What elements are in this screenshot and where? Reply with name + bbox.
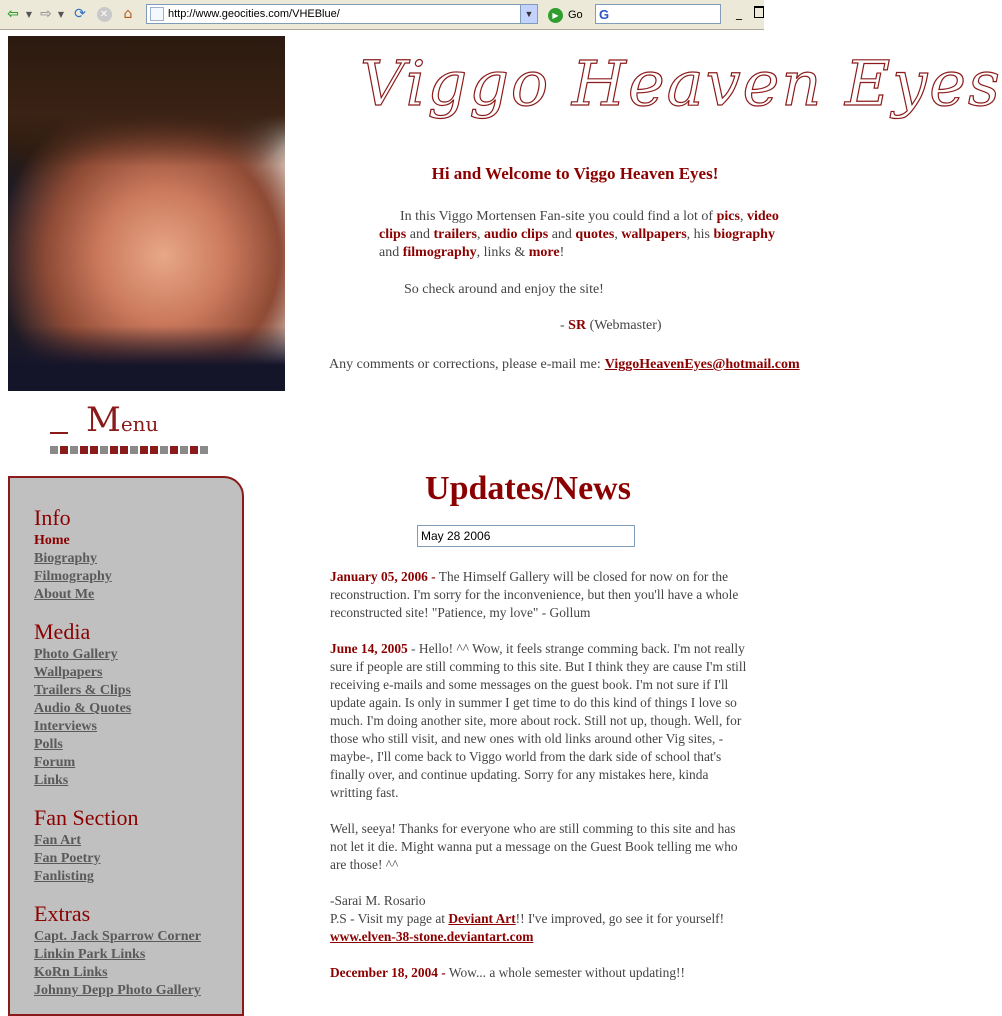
news-date: December 18, 2004 - bbox=[330, 965, 446, 980]
menu-logo bbox=[50, 400, 210, 458]
news-date: June 14, 2005 bbox=[330, 641, 408, 656]
intro-text: and bbox=[379, 245, 403, 260]
comments-line bbox=[329, 357, 800, 373]
video-clips-link[interactable]: video clips bbox=[379, 209, 779, 242]
welcome-heading: Hi and Welcome to Viggo Heaven Eyes! bbox=[431, 164, 719, 183]
news-entry: Well, seeya! Thanks for everyone who are still comming to this site and has not let it die. Might wanna put a message on the Guest Book telling me who are those! ^^ bbox=[330, 821, 738, 872]
update-date-field[interactable] bbox=[417, 525, 635, 547]
address-url[interactable]: http://www.geocities.com/VHEBlue/ bbox=[168, 8, 340, 20]
deviantart-url-link[interactable]: www.elven-38-stone.deviantart.com bbox=[330, 929, 534, 944]
menu-section-media bbox=[34, 618, 242, 790]
biography-link[interactable]: biography bbox=[713, 227, 775, 242]
news-entry bbox=[330, 964, 750, 982]
filmography-link[interactable]: filmography bbox=[402, 245, 477, 260]
menu-section-extras bbox=[34, 900, 242, 1000]
intro-text: , his bbox=[686, 227, 714, 242]
address-bar[interactable] bbox=[146, 4, 538, 24]
news-date: January 05, 2006 - bbox=[330, 569, 436, 584]
refresh-icon[interactable]: ⟳ bbox=[74, 6, 86, 22]
menu-logo-big: M bbox=[86, 400, 121, 440]
deviant-art-link[interactable]: Deviant Art bbox=[448, 911, 516, 926]
portrait-shirt bbox=[8, 326, 285, 391]
signature-role: (Webmaster) bbox=[586, 318, 662, 333]
intro-text: , links & bbox=[476, 245, 529, 260]
menu-item-home[interactable]: Home bbox=[34, 533, 70, 548]
portrait-hair bbox=[8, 36, 285, 166]
go-button[interactable] bbox=[548, 6, 583, 24]
menu-logo-squares bbox=[50, 446, 208, 456]
news-text: Wow... a whole semester without updating!! bbox=[445, 965, 685, 980]
news-entry bbox=[330, 568, 750, 622]
menu-item-links[interactable]: Links bbox=[34, 773, 69, 788]
news-ps: P.S - Visit my page at bbox=[330, 911, 449, 926]
comments-text: Any comments or corrections, please e-mail me: bbox=[329, 357, 601, 372]
address-dropdown-icon[interactable]: ▼ bbox=[520, 5, 537, 23]
menu-item-trailers-clips[interactable]: Trailers & Clips bbox=[34, 683, 131, 698]
intro-text: In this Viggo Mortensen Fan-site you could find a lot of bbox=[400, 209, 717, 224]
menu-logo-text bbox=[86, 400, 158, 440]
home-icon[interactable]: ⌂ bbox=[123, 6, 133, 22]
forward-dropdown-icon[interactable]: ▼ bbox=[57, 9, 65, 19]
back-dropdown-icon[interactable]: ▼ bbox=[25, 9, 33, 19]
news-list bbox=[330, 568, 750, 1000]
menu-item-fanlisting[interactable]: Fanlisting bbox=[34, 869, 94, 884]
go-label: Go bbox=[568, 9, 583, 21]
menu-item-korn[interactable]: KoRn Links bbox=[34, 965, 108, 980]
site-title-logo: Viggo Heaven Eyes bbox=[360, 47, 1002, 120]
search-box[interactable] bbox=[595, 4, 721, 24]
audio-clips-link[interactable]: audio clips bbox=[483, 227, 549, 242]
menu-section-info bbox=[34, 504, 242, 604]
intro-text: and bbox=[406, 227, 434, 242]
stop-icon[interactable]: ✕ bbox=[94, 4, 114, 24]
check-around-text: So check around and enjoy the site! bbox=[404, 282, 604, 297]
news-text: - Hello! ^^ Wow, it feels strange comming back. I'm not really sure if people are still comming to this site. But I think they are cause I'm still receiving e-mails and some messages on the guest book. I'm not sure if I'll update again. Is only in summer I get time to do this kind of things I love so much. I'm doing another site, more about rock. Still not up, though. Well, for those who still visit, and new ones with old links around other Vig sites, -maybe-, I'll come back to Viggo world from the dark side of school that's finally over, and continue updating. Sorry for any mistakes here, kinda writting fast. bbox=[330, 641, 747, 800]
pics-link[interactable]: pics bbox=[716, 209, 740, 224]
maximize-icon[interactable] bbox=[754, 6, 764, 18]
news-entry bbox=[330, 892, 750, 946]
menu-item-about-me[interactable]: About Me bbox=[34, 587, 95, 602]
intro-text: and bbox=[548, 227, 576, 242]
menu-item-photo-gallery[interactable]: Photo Gallery bbox=[34, 647, 118, 662]
go-arrow-icon: ▶ bbox=[548, 8, 563, 23]
menu-item-fan-art[interactable]: Fan Art bbox=[34, 833, 82, 848]
quotes-link[interactable]: quotes bbox=[575, 227, 615, 242]
menu-item-biography[interactable]: Biography bbox=[34, 551, 98, 566]
menu-item-audio-quotes[interactable]: Audio & Quotes bbox=[34, 701, 132, 716]
webmaster-name-link[interactable]: SR bbox=[568, 318, 587, 333]
browser-toolbar bbox=[0, 0, 764, 30]
intro-paragraph bbox=[379, 208, 779, 262]
menu-logo-decoration bbox=[50, 432, 68, 442]
back-arrow-icon[interactable]: ⇦ bbox=[7, 6, 19, 22]
updates-heading: Updates/News bbox=[425, 470, 631, 507]
menu-section-title: Media bbox=[34, 619, 91, 644]
menu-item-fan-poetry[interactable]: Fan Poetry bbox=[34, 851, 101, 866]
menu-logo-small: enu bbox=[120, 412, 159, 436]
intro-text: , bbox=[739, 209, 747, 224]
news-text: The Himself Gallery will be closed for now on for the reconstruction. I'm sorry for the inconvenience, but then you'll have a whole reconstructed site! "Patience, my love" - Gollum bbox=[330, 569, 739, 620]
menu-item-interviews[interactable]: Interviews bbox=[34, 719, 97, 734]
news-ps-2: !! I've improved, go see it for yourself! bbox=[515, 911, 725, 926]
menu-item-polls[interactable]: Polls bbox=[34, 737, 63, 752]
trailers-link[interactable]: trailers bbox=[433, 227, 477, 242]
wallpapers-link[interactable]: wallpapers bbox=[621, 227, 687, 242]
menu-item-linkin-park[interactable]: Linkin Park Links bbox=[34, 947, 146, 962]
menu-item-wallpapers[interactable]: Wallpapers bbox=[34, 665, 103, 680]
more-link[interactable]: more bbox=[528, 245, 560, 260]
news-entry bbox=[330, 640, 750, 802]
menu-section-title: Fan Section bbox=[34, 805, 139, 830]
menu-item-filmography[interactable]: Filmography bbox=[34, 569, 112, 584]
menu-section-fan bbox=[34, 804, 242, 886]
google-search-icon: G bbox=[599, 6, 610, 22]
intro-text: , bbox=[614, 227, 622, 242]
minimize-icon[interactable]: _ bbox=[736, 6, 742, 20]
menu-item-forum[interactable]: Forum bbox=[34, 755, 76, 770]
sidebar-menu bbox=[8, 476, 244, 1016]
forward-arrow-icon[interactable]: ⇨ bbox=[40, 6, 52, 22]
menu-item-jack-sparrow[interactable]: Capt. Jack Sparrow Corner bbox=[34, 929, 201, 944]
intro-text: ! bbox=[559, 245, 565, 260]
intro-text: , bbox=[476, 227, 484, 242]
page-icon bbox=[150, 7, 164, 21]
menu-item-johnny-depp[interactable]: Johnny Depp Photo Gallery bbox=[34, 983, 201, 998]
webmaster-signature bbox=[560, 318, 662, 334]
signature-dash: - bbox=[560, 318, 569, 333]
email-link[interactable]: ViggoHeavenEyes@hotmail.com bbox=[604, 357, 800, 372]
menu-section-title: Extras bbox=[34, 901, 91, 926]
news-sign: -Sarai M. Rosario bbox=[330, 893, 426, 908]
viggo-portrait-image bbox=[8, 36, 285, 391]
menu-section-title: Info bbox=[34, 505, 71, 530]
